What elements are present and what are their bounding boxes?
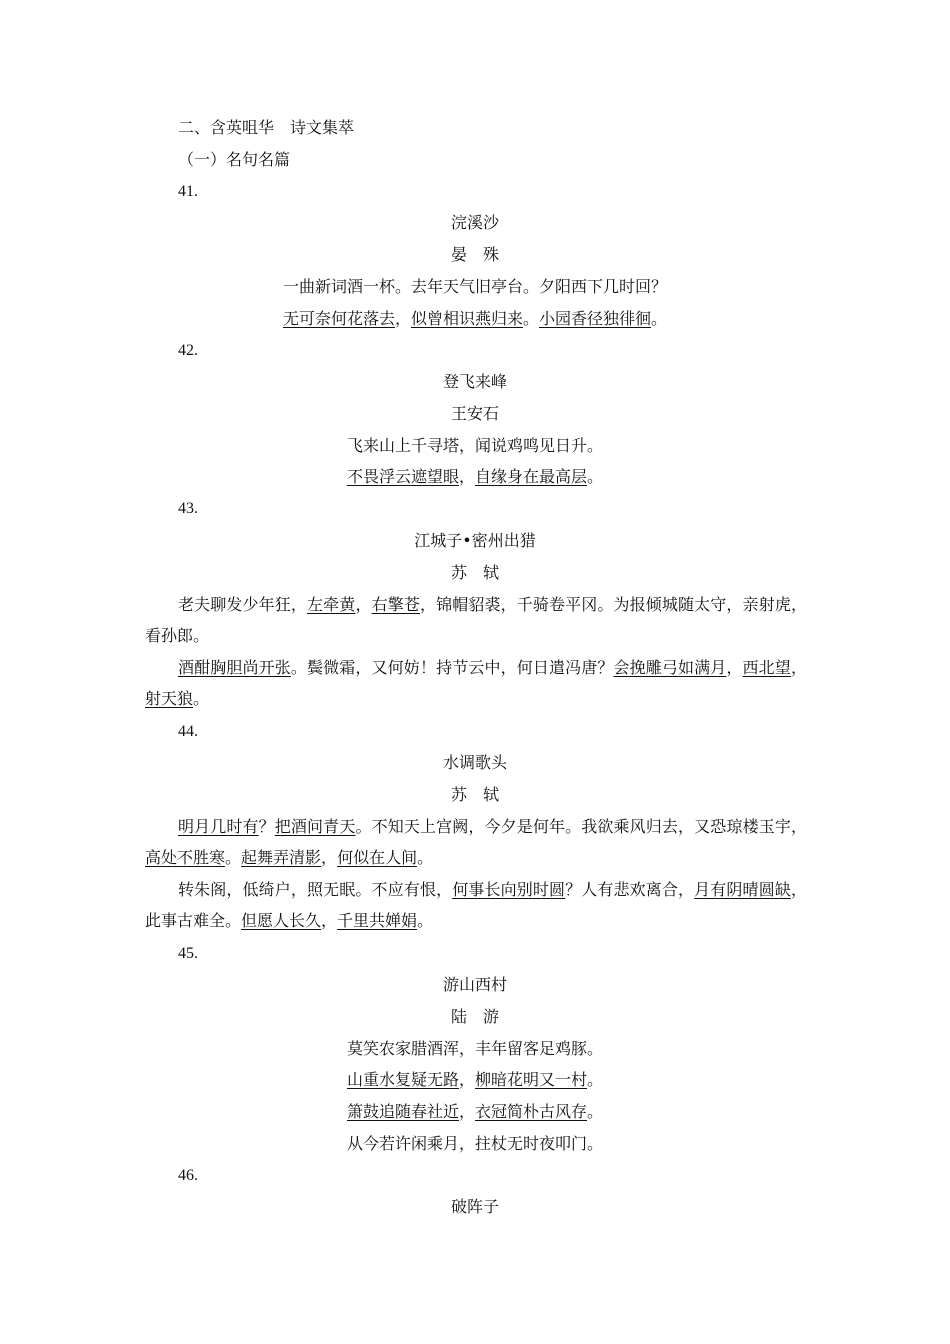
text-segment: 。 <box>587 467 604 486</box>
underlined-phrase: 箫鼓追随春社近 <box>346 1102 459 1121</box>
poem-line <box>0 1070 950 1090</box>
underlined-phrase: 何事长向别时圆 <box>452 880 566 899</box>
text-segment: 。 <box>587 1070 604 1089</box>
underlined-phrase: 无可奈何花落去 <box>282 309 395 328</box>
text-segment: ， <box>355 595 372 614</box>
underlined-phrase: 衣冠简朴古风存 <box>475 1102 588 1121</box>
underlined-phrase: 何似在人间 <box>337 848 418 867</box>
underlined-phrase: 不畏浮云遮望眼 <box>346 467 459 486</box>
poem-line <box>0 436 950 456</box>
section-title: 二、含英咀华 诗文集萃 <box>178 118 355 137</box>
poem-line <box>0 1102 950 1122</box>
poem-title: 破阵子 <box>450 1197 499 1216</box>
underlined-phrase: 柳暗花明又一村 <box>475 1070 588 1089</box>
text-segment: ， <box>726 658 743 677</box>
text-segment: 。 <box>193 689 210 708</box>
underlined-phrase: 山重水复疑无路 <box>346 1070 459 1089</box>
text-segment: 。 <box>523 309 540 328</box>
underlined-phrase: 起舞弄清影 <box>241 848 322 867</box>
underlined-phrase: 明月几时有 <box>178 817 259 836</box>
poem-line <box>0 1039 950 1059</box>
text-segment: ，锦帽貂裘，千骑卷平冈。为报倾城随太守，亲射虎，看孙郎。 <box>145 595 807 645</box>
poem-number: 43. <box>178 500 198 517</box>
text-segment: 飞来山上千寻塔，闻说鸡鸣见日升。 <box>346 436 603 455</box>
text-segment: ， <box>458 467 475 486</box>
poem-line <box>0 277 950 297</box>
poem-paragraph <box>145 652 807 714</box>
poem-paragraph <box>145 811 807 873</box>
poem-author: 王安石 <box>450 404 499 423</box>
text-segment: 老夫聊发少年狂， <box>178 595 308 614</box>
text-segment: ， <box>458 1070 475 1089</box>
poem-line <box>0 1134 950 1154</box>
subsection-title: （一）名句名篇 <box>178 150 291 169</box>
underlined-phrase: 右擎苍 <box>371 595 420 614</box>
text-segment: ， <box>321 848 338 867</box>
poem-paragraph <box>145 589 807 651</box>
poem-title: 浣溪沙 <box>450 213 499 232</box>
text-segment: 。 <box>225 848 242 867</box>
text-segment: ， <box>790 658 807 677</box>
poem-number: 41. <box>178 183 198 200</box>
poem-paragraph <box>145 874 807 936</box>
underlined-phrase: 会挽雕弓如满月 <box>613 658 727 677</box>
underlined-phrase: 但愿人长久 <box>241 911 322 930</box>
text-segment: ，此事古难全。 <box>145 880 807 930</box>
text-segment: 。 <box>587 1102 604 1121</box>
underlined-phrase: 高处不胜寒 <box>145 848 226 867</box>
underlined-phrase: 射天狼 <box>145 689 194 708</box>
text-segment: ， <box>458 1102 475 1121</box>
underlined-phrase: 把酒问青天 <box>274 817 356 836</box>
text-segment: ？人有悲欢离合， <box>565 880 695 899</box>
poem-line <box>0 309 950 329</box>
underlined-phrase: 左牵黄 <box>307 595 356 614</box>
poem-title: 江城子•密州出猎 <box>414 531 536 550</box>
text-segment: 一曲新词酒一杯。去年天气旧亭台。夕阳西下几时回？ <box>282 277 667 296</box>
text-segment: 。 <box>417 911 434 930</box>
poem-number: 44. <box>178 723 198 740</box>
text-segment: 莫笑农家腊酒浑，丰年留客足鸡豚。 <box>346 1039 603 1058</box>
text-segment: 从今若许闲乘月，拄杖无时夜叩门。 <box>346 1134 603 1153</box>
underlined-phrase: 月有阴晴圆缺 <box>694 880 791 899</box>
poem-number: 46. <box>178 1167 198 1184</box>
text-segment: 。 <box>417 848 434 867</box>
underlined-phrase: 小园香径独徘徊 <box>539 309 652 328</box>
underlined-phrase: 自缘身在最高层 <box>475 467 588 486</box>
underlined-phrase: 千里共婵娟 <box>337 911 418 930</box>
text-segment: ， <box>321 911 338 930</box>
underlined-phrase: 似曾相识燕归来 <box>410 309 523 328</box>
text-segment: ， <box>394 309 411 328</box>
poem-author: 苏 轼 <box>450 563 499 582</box>
underlined-phrase: 酒酣胸胆尚开张 <box>178 658 291 677</box>
text-segment: 。鬓微霜，又何妨！持节云中，何日遣冯唐？ <box>290 658 614 677</box>
text-segment: 。不知天上宫阙，今夕是何年。我欲乘风归去，又恐琼楼玉宇， <box>355 817 807 836</box>
text-segment: 。 <box>651 309 668 328</box>
poem-number: 42. <box>178 342 198 359</box>
underlined-phrase: 西北望 <box>742 658 791 677</box>
poem-author: 陆 游 <box>450 1007 499 1026</box>
poem-title: 游山西村 <box>442 975 507 994</box>
poem-title: 登飞来峰 <box>442 372 507 391</box>
poem-title: 水调歌头 <box>442 753 507 772</box>
poem-author: 晏 殊 <box>450 245 499 264</box>
poem-line <box>0 467 950 487</box>
poem-number: 45. <box>178 945 198 962</box>
text-segment: ？ <box>258 817 275 836</box>
poem-author: 苏 轼 <box>450 785 499 804</box>
text-segment: 转朱阁，低绮户，照无眠。不应有恨， <box>178 880 453 899</box>
